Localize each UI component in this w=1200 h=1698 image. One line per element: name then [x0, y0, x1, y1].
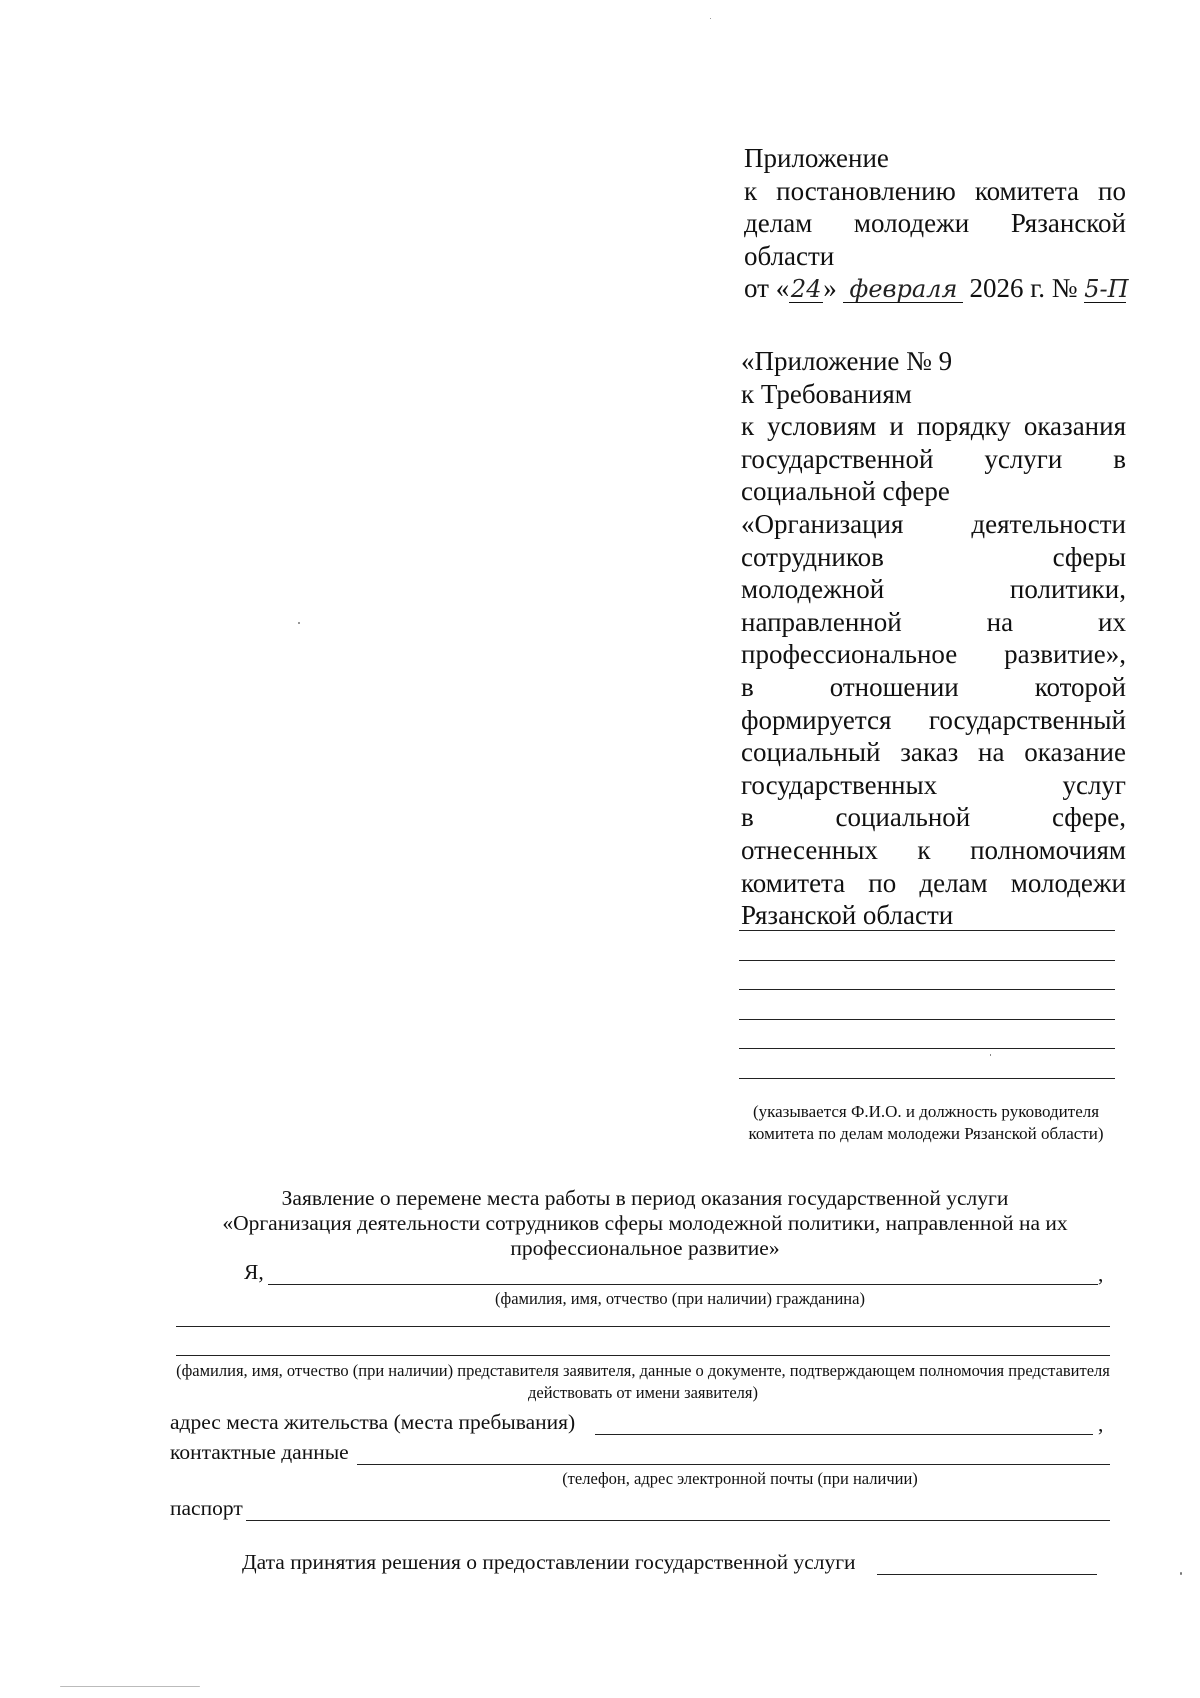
representative-field[interactable]	[176, 1355, 1110, 1356]
addressee-line[interactable]	[739, 1078, 1115, 1079]
appendix-header	[744, 142, 1129, 305]
base-line: Рязанской области	[741, 900, 954, 931]
base-line: формируется государственный	[741, 704, 1126, 735]
representative-field[interactable]	[176, 1326, 1110, 1327]
scan-speck	[60, 1686, 200, 1687]
base-line: «Приложение № 9	[741, 346, 953, 376]
addressee-line[interactable]	[739, 1048, 1115, 1049]
scan-speck	[990, 1054, 991, 1056]
date-mid: »	[823, 273, 837, 303]
scan-speck	[298, 622, 300, 624]
passport-label: паспорт	[170, 1496, 243, 1520]
i-label: Я,	[244, 1260, 264, 1284]
base-line: «Организация деятельности	[741, 508, 1126, 539]
base-line: молодежной политики,	[741, 574, 1126, 605]
appendix-date-line	[744, 272, 1129, 305]
contacts-caption: (телефон, адрес электронной почты (при наличии)	[562, 1469, 918, 1488]
handwritten-month: февраля	[843, 276, 963, 303]
statement-title-line: Заявление о перемене места работы в период оказания государственной услуги	[281, 1186, 1009, 1210]
appendix-title: Приложение	[744, 143, 889, 173]
scan-speck	[710, 18, 711, 19]
base-appendix-block	[741, 345, 1126, 932]
base-line: сотрудников сферы	[741, 541, 1126, 572]
addressee-line[interactable]	[739, 960, 1115, 961]
addressee-fields	[739, 930, 1115, 1107]
base-line: направленной на их	[741, 606, 1126, 637]
base-line: профессиональное развитие»,	[741, 639, 1126, 670]
passport-field[interactable]	[246, 1520, 1110, 1521]
addressee-line[interactable]	[739, 989, 1115, 990]
addressee-line[interactable]	[739, 1019, 1115, 1020]
base-line: к Требованиям	[741, 378, 912, 409]
base-line: отнесенных к полномочиям	[741, 834, 1126, 865]
appendix-resolution-ref: к постановлению комитета по делам молодежи Рязанской области	[744, 175, 1126, 271]
base-line: социальный заказ на оказание	[741, 737, 1126, 768]
base-line: государственной услуги в	[741, 443, 1126, 474]
statement-title-line: профессиональное развитие»	[510, 1236, 780, 1260]
date-year: 2026 г. №	[969, 273, 1078, 303]
base-line: комитета по делам молодежи	[741, 867, 1126, 898]
base-line: к условиям и порядку оказания	[741, 411, 1126, 442]
address-label: адрес места жительства (места пребывания)	[170, 1410, 576, 1434]
statement-title	[170, 1186, 1120, 1261]
i-end-comma: ,	[1098, 1262, 1104, 1286]
base-line: в отношении которой	[741, 671, 1126, 702]
addressee-caption: (указывается Ф.И.О. и должность руководителя комитета по делам молодежи Рязанской области)	[748, 1102, 1104, 1143]
handwritten-day: 24	[790, 275, 822, 303]
representative-caption: (фамилия, имя, отчество (при наличии) представителя заявителя, данные о документе, подтверждающем полномочия представителя действовать от имени заявителя)	[176, 1361, 1110, 1402]
base-line: в социальной сфере,	[741, 802, 1126, 833]
statement-title-line: «Организация деятельности сотрудников сферы молодежной политики, направленной на их	[222, 1211, 1068, 1235]
date-prefix: от «	[744, 273, 790, 303]
handwritten-number: 5-П	[1084, 275, 1129, 303]
contacts-label: контактные данные	[170, 1440, 349, 1464]
address-end-comma: ,	[1098, 1412, 1104, 1436]
base-line: государственных услуг	[741, 769, 1126, 800]
scan-speck	[1180, 1572, 1182, 1575]
addressee-line[interactable]	[739, 930, 1115, 931]
citizen-caption: (фамилия, имя, отчество (при наличии) гражданина)	[495, 1289, 865, 1308]
base-line: социальной сфере	[741, 476, 950, 507]
contacts-field[interactable]	[357, 1464, 1110, 1465]
citizen-name-field[interactable]	[268, 1284, 1098, 1285]
address-field[interactable]	[595, 1434, 1093, 1435]
decision-date-field[interactable]	[877, 1574, 1097, 1575]
decision-date-label: Дата принятия решения о предоставлении государственной услуги	[242, 1550, 856, 1574]
